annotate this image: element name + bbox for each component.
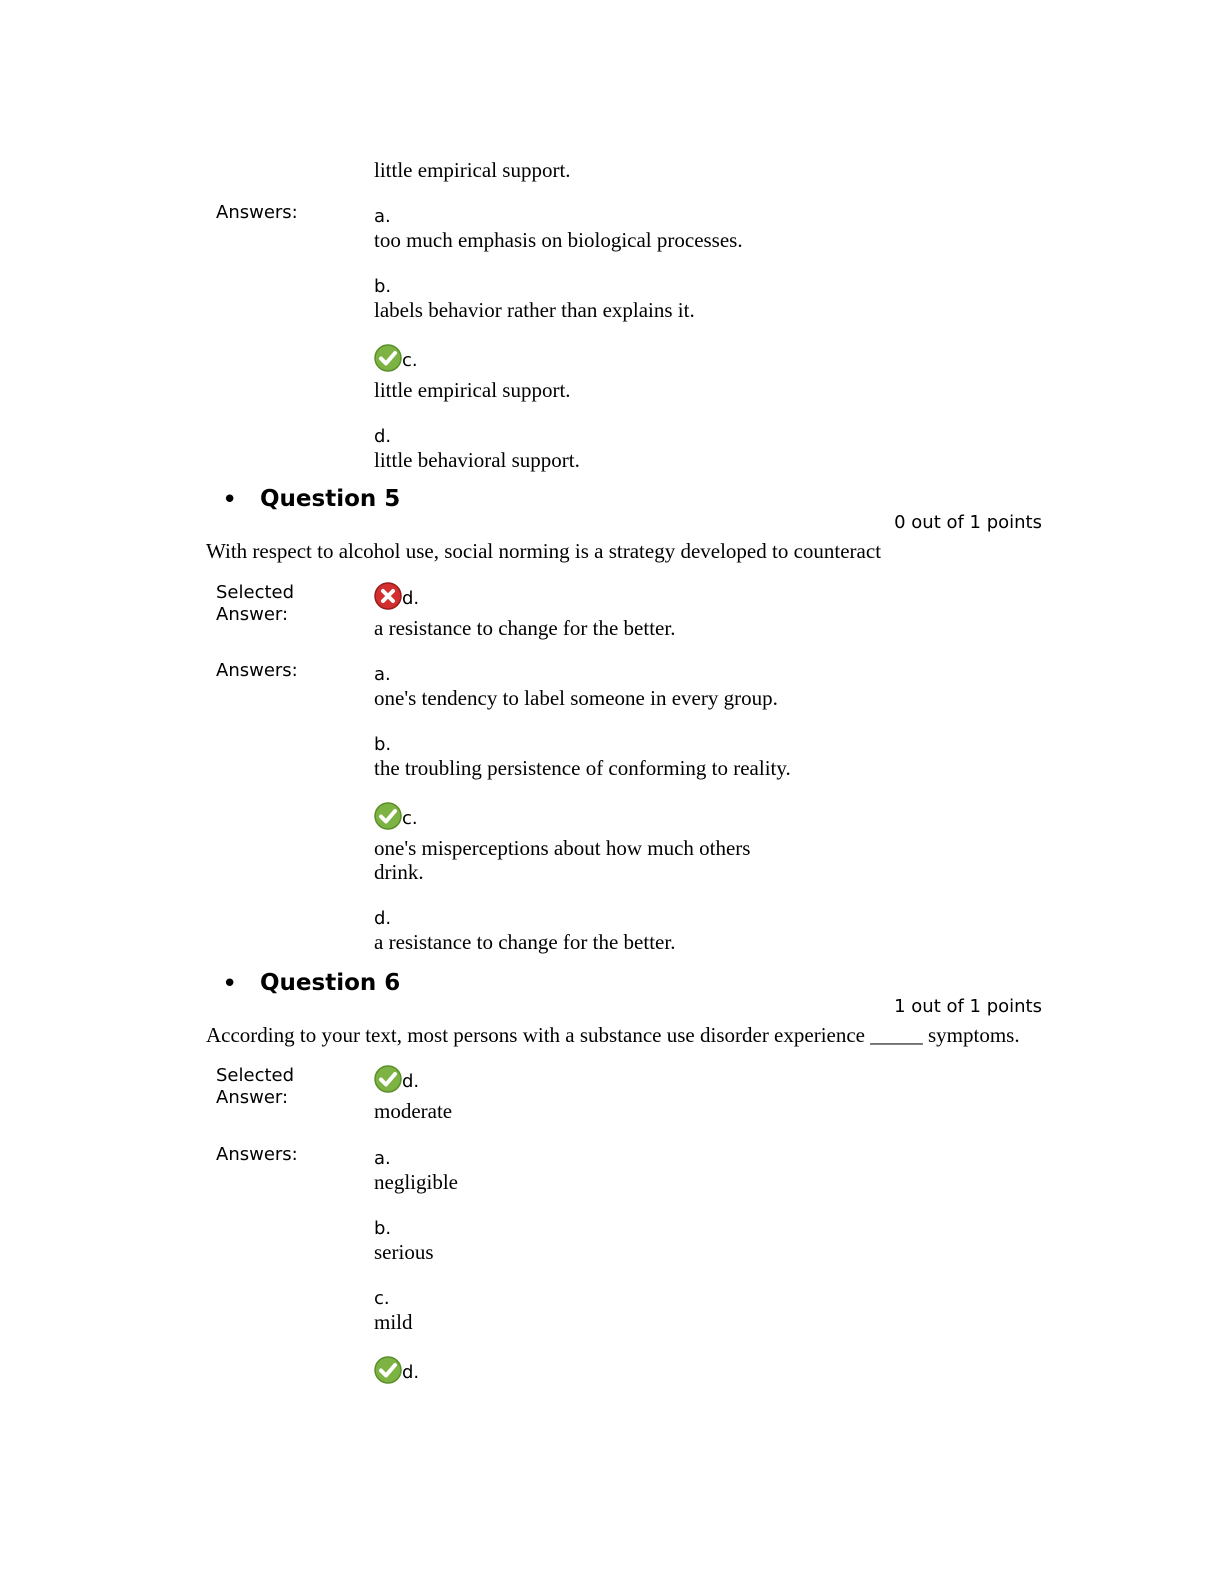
answer-option-correct <box>374 1356 419 1384</box>
answers-label: Answers: <box>216 202 298 223</box>
answer-letter: a. <box>374 206 391 227</box>
question-title: Question 6 <box>260 970 401 996</box>
answers-label: Answers: <box>216 1144 298 1165</box>
question-bullet: • <box>222 969 238 999</box>
answer-letter: a. <box>374 1148 391 1169</box>
selected-answer-label-line2: Answer: <box>216 1087 289 1108</box>
check-icon <box>374 344 402 372</box>
question-bullet: • <box>222 485 238 515</box>
answer-text: too much emphasis on biological processes. <box>374 228 743 252</box>
answer-letter: d. <box>402 1362 420 1383</box>
question-points: 1 out of 1 points <box>894 996 1042 1017</box>
answer-text: mild <box>374 1310 413 1334</box>
question-points: 0 out of 1 points <box>894 512 1042 533</box>
check-icon <box>374 802 402 830</box>
x-icon <box>374 582 402 610</box>
answer-letter: d. <box>374 908 392 929</box>
answer-option-correct <box>374 802 418 830</box>
answer-text: one's tendency to label someone in every group. <box>374 686 778 710</box>
answer-letter: a. <box>374 664 391 685</box>
answer-letter: b. <box>374 734 392 755</box>
selected-answer-label: Selected <box>216 582 295 603</box>
answer-letter: d. <box>402 1071 420 1092</box>
answer-text: little empirical support. <box>374 378 571 402</box>
prev-selected-answer-text: little empirical support. <box>374 158 571 182</box>
selected-answer-text: a resistance to change for the better. <box>374 616 676 640</box>
check-icon <box>374 1356 402 1384</box>
check-icon <box>374 1065 402 1093</box>
answer-letter: c. <box>402 350 418 371</box>
answers-label: Answers: <box>216 660 298 681</box>
answer-text: labels behavior rather than explains it. <box>374 298 695 322</box>
answer-text: one's misperceptions about how much others <box>374 836 751 860</box>
answer-text: a resistance to change for the better. <box>374 930 676 954</box>
answer-text: the troubling persistence of conforming to reality. <box>374 756 791 780</box>
answer-letter: b. <box>374 276 392 297</box>
selected-answer-label: Selected <box>216 1065 295 1086</box>
question-title: Question 5 <box>260 486 401 512</box>
answer-text: little behavioral support. <box>374 448 580 472</box>
answer-text: negligible <box>374 1170 458 1194</box>
answer-letter: d. <box>374 426 392 447</box>
answer-letter: b. <box>374 1218 392 1239</box>
answer-letter: c. <box>402 808 418 829</box>
selected-answer-label-line2: Answer: <box>216 604 289 625</box>
question-stem: With respect to alcohol use, social norming is a strategy developed to counteract <box>206 539 882 563</box>
answer-text-line2: drink. <box>374 860 424 884</box>
selected-answer-option <box>374 1065 419 1093</box>
answer-letter: c. <box>374 1288 390 1309</box>
answer-text: serious <box>374 1240 434 1264</box>
answer-letter: d. <box>402 588 420 609</box>
answer-option-correct <box>374 344 418 372</box>
question-stem: According to your text, most persons with a substance use disorder experience _____ symptoms. <box>206 1023 1020 1047</box>
selected-answer-option <box>374 582 419 610</box>
selected-answer-text: moderate <box>374 1099 453 1123</box>
